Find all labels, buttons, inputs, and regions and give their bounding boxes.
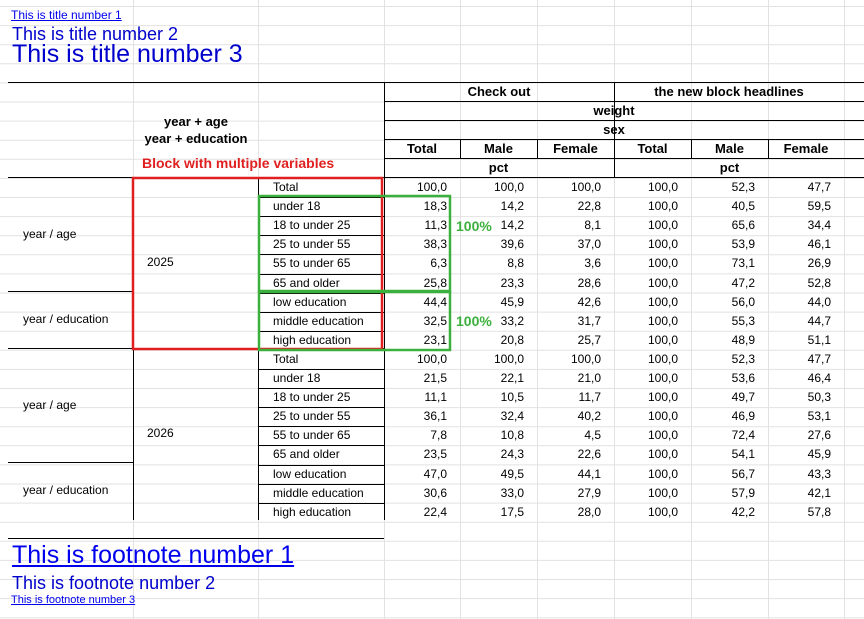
table-cell[interactable]: 22,6 [577,447,601,462]
column-header-total: Total [406,141,438,156]
table-cell[interactable]: 47,7 [807,180,831,194]
table-cell[interactable]: 100,0 [647,466,678,481]
table-cell[interactable]: 54,1 [731,447,755,462]
table-cell[interactable]: 28,6 [577,275,601,290]
table-cell[interactable]: 40,2 [577,409,601,424]
column-header-male: Male [484,141,513,156]
group-label: year / education [23,312,109,326]
row-label: Total [273,180,299,194]
table-cell[interactable]: 46,9 [731,409,755,424]
unit-header-2: pct [719,160,740,175]
row-label: 18 to under 25 [273,390,351,405]
column-header-total: Total [637,141,668,156]
table-cell[interactable]: 32,4 [500,409,524,424]
table-cell[interactable]: 100,0 [647,294,678,309]
table-cell[interactable]: 100,0 [647,275,678,290]
footnote-1[interactable]: This is footnote number 1 [12,541,295,569]
table-cell[interactable]: 31,7 [577,313,601,328]
table-cell[interactable]: 22,8 [577,199,601,214]
row-label: low education [273,294,347,309]
table-cell[interactable]: 46,4 [807,371,831,385]
table-cell[interactable]: 100,0 [647,256,678,271]
table-cell[interactable]: 100,0 [647,371,678,385]
table-cell[interactable]: 22,1 [500,371,524,385]
table-cell[interactable]: 7,8 [430,428,447,443]
percent-annotation-1: 100% [456,218,492,234]
row-label: 25 to under 55 [273,409,351,424]
table-cell[interactable]: 100,0 [647,390,678,405]
table-cell[interactable]: 100,0 [647,218,678,233]
sex-header: sex [603,122,625,137]
table-cell[interactable]: 25,7 [577,332,601,347]
table-cell[interactable]: 52,3 [731,180,755,194]
year-label: 2026 [147,426,174,440]
table-cell[interactable]: 100,0 [493,351,524,366]
title-1[interactable]: This is title number 1 [11,8,122,22]
table-cell[interactable]: 21,0 [577,371,601,385]
table-cell[interactable]: 3,6 [584,256,601,271]
table-cell[interactable]: 38,3 [423,237,447,252]
row-label: Total [273,351,299,366]
row-label: low education [273,466,347,481]
table-cell[interactable]: 56,7 [731,466,755,481]
table-cell[interactable]: 33,0 [500,485,524,500]
table-cell[interactable]: 52,3 [731,351,755,366]
block-label: Block with multiple variables [142,155,335,171]
row-label: 65 and older [273,275,340,290]
table-cell[interactable]: 34,4 [807,218,831,233]
table-cell[interactable]: 100,0 [416,351,447,366]
table-cell[interactable]: 40,5 [731,199,755,214]
table-cell[interactable]: 42,2 [731,504,755,519]
table-cell[interactable]: 49,7 [731,390,755,405]
table-cell[interactable]: 100,0 [647,180,678,194]
column-header-male: Male [715,141,744,156]
table-cell[interactable]: 45,9 [807,447,831,462]
table-cell[interactable]: 27,9 [577,485,601,500]
table-cell[interactable]: 47,2 [731,275,755,290]
table-cell[interactable]: 6,3 [430,256,447,271]
table-cell[interactable]: 47,0 [423,466,447,481]
table-cell[interactable]: 73,1 [731,256,755,271]
table-cell[interactable]: 10,8 [500,428,524,443]
table-cell[interactable]: 27,6 [807,428,831,443]
table-cell[interactable]: 49,5 [500,466,524,481]
table-cell[interactable]: 51,1 [807,332,831,347]
table-cell[interactable]: 28,0 [577,504,601,519]
table-cell[interactable]: 17,5 [500,504,524,519]
table-cell[interactable]: 21,5 [423,371,447,385]
table-cell[interactable]: 11,1 [424,390,447,405]
group-header-2: the new block headlines [654,84,804,99]
table-cell[interactable]: 18,3 [423,199,447,214]
table-cell[interactable]: 11,7 [578,390,601,405]
table-cell[interactable]: 100,0 [493,180,524,194]
group-label: year / education [23,483,109,497]
table-cell[interactable]: 57,9 [731,485,755,500]
table-cell[interactable]: 42,1 [807,485,831,500]
table-cell[interactable]: 100,0 [570,351,601,366]
table-cell[interactable]: 37,0 [577,237,601,252]
table-cell[interactable]: 56,0 [731,294,755,309]
column-header-female: Female [553,141,598,156]
table-cell[interactable]: 23,3 [500,275,524,290]
row-label: under 18 [273,199,321,214]
row-label: 25 to under 55 [273,237,351,252]
table-cell[interactable]: 50,3 [807,390,831,405]
table-cell[interactable]: 100,0 [647,504,678,519]
row-label: high education [273,504,352,519]
table-cell[interactable]: 100,0 [647,332,678,347]
row-label: 55 to under 65 [273,256,351,271]
table-cell[interactable]: 8,8 [507,256,524,271]
row-label: under 18 [273,371,321,385]
table-cell[interactable]: 100,0 [647,237,678,252]
row-label: middle education [273,313,364,328]
table-cell[interactable]: 65,6 [731,218,755,233]
group-label: year / age [23,398,77,412]
table-cell[interactable]: 100,0 [647,447,678,462]
table-cell[interactable]: 100,0 [647,351,678,366]
table-cell[interactable]: 47,7 [807,351,831,366]
table-cell[interactable]: 36,1 [423,409,447,424]
table-cell[interactable]: 23,5 [423,447,447,462]
table-cell[interactable]: 14,2 [500,199,524,214]
title-2: This is title number 2 [12,24,179,44]
table-cell[interactable]: 45,9 [500,294,524,309]
table-cell[interactable]: 59,5 [807,199,831,214]
table-cell[interactable]: 22,4 [423,504,447,519]
table-cell[interactable]: 10,5 [500,390,524,405]
table-cell[interactable]: 14,2 [500,218,524,233]
table-cell[interactable]: 100,0 [647,199,678,214]
column-header-female: Female [783,141,829,156]
percent-annotation-2: 100% [456,313,492,329]
table-cell[interactable]: 30,6 [423,485,447,500]
table-cell[interactable]: 100,0 [647,428,678,443]
table-cell[interactable]: 42,6 [577,294,601,309]
table-cell[interactable]: 44,1 [577,466,601,481]
footnote-3[interactable]: This is footnote number 3 [11,594,136,606]
table-cell[interactable]: 100,0 [570,180,601,194]
table-cell[interactable]: 44,4 [423,294,447,309]
table-cell[interactable]: 25,8 [423,275,447,290]
table-cell[interactable]: 23,1 [423,332,447,347]
stub-header-line2: year + education [144,131,248,146]
stub-header-line1: year + age [164,114,228,129]
row-label: 18 to under 25 [273,218,351,233]
table-cell[interactable]: 100,0 [416,180,447,194]
table-cell[interactable]: 44,7 [807,313,831,328]
table-cell[interactable]: 52,8 [807,275,831,290]
weight-header: weight [593,103,635,118]
group-header-1: Check out [467,84,531,99]
table-cell[interactable]: 24,3 [500,447,524,462]
table-cell[interactable]: 53,9 [731,237,755,252]
group-label: year / age [23,227,77,241]
table-cell[interactable]: 44,0 [807,294,831,309]
table-cell[interactable]: 39,6 [500,237,524,252]
table-cell[interactable]: 48,9 [731,332,755,347]
table-cell[interactable]: 32,5 [423,313,447,328]
table-cell[interactable]: 55,3 [731,313,755,328]
table-cell[interactable]: 57,8 [807,504,831,519]
year-label: 2025 [147,255,174,269]
table-cell[interactable]: 53,6 [731,371,755,385]
table-cell[interactable]: 4,5 [584,428,601,443]
table-cell[interactable]: 53,1 [807,409,831,424]
table-cell[interactable]: 100,0 [647,485,678,500]
table-cell[interactable]: 46,1 [807,237,831,252]
table-cell[interactable]: 72,4 [731,428,755,443]
table-cell[interactable]: 100,0 [647,409,678,424]
row-label: high education [273,332,352,347]
row-label: middle education [273,485,364,500]
table-cell[interactable]: 26,9 [807,256,831,271]
table-cell[interactable]: 43,3 [807,466,831,481]
table-cell[interactable]: 100,0 [647,313,678,328]
table-cell[interactable]: 8,1 [584,218,601,233]
table-cell[interactable]: 20,8 [500,332,524,347]
row-label: 65 and older [273,447,340,462]
table-cell[interactable]: 33,2 [500,313,524,328]
table-cell[interactable]: 11,3 [424,218,447,233]
footnote-2: This is footnote number 2 [12,573,216,593]
title-3: This is title number 3 [12,40,243,68]
unit-header-1: pct [488,160,509,175]
row-label: 55 to under 65 [273,428,351,443]
